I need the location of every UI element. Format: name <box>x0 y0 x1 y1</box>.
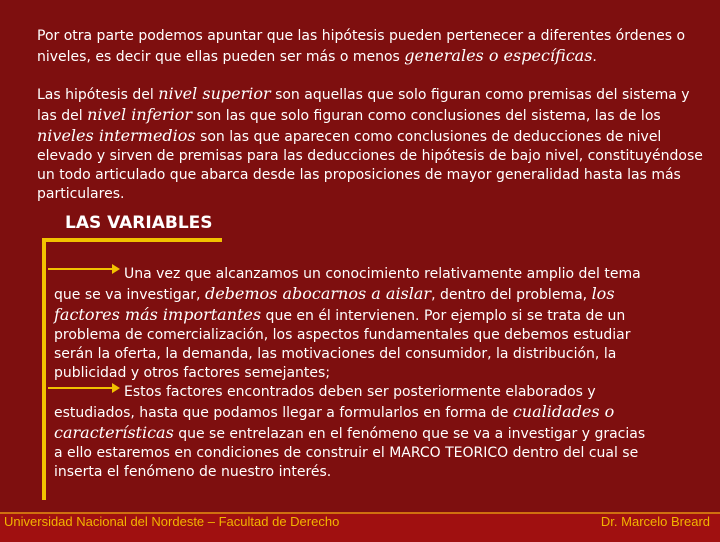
text: Por otra parte podemos apuntar que las hipótesis pueden pertenecer a diferentes órdenes o niveles, es decir que ellas pueden ser más o menos <box>37 28 686 65</box>
text: son las que solo figuran como conclusiones del sistema, las de los <box>192 108 661 124</box>
text: que en él intervienen. Por ejemplo si se trata de un problema de comercialización, los aspectos fundamentales que debemos estudiar serán la oferta, la demanda, las motivaciones del consumidor, la distribución, la publicidad y otros factores semejantes; <box>54 308 631 381</box>
footer-author: Dr. Marcelo Breard <box>600 514 710 529</box>
paragraph-hypothesis-hierarchy <box>37 84 707 204</box>
text: que se entrelazan en el fenómeno que se va a investigar y gracias a ello estaremos en condiciones de construir el MARCO TEORICO dentro del cual se inserta el fenómeno de nuestro interés. <box>54 426 646 480</box>
emphasis-text: nivel superior <box>158 84 271 103</box>
text: Estos factores encontrados deben ser posteriormente elaborados y estudiados, hasta que podamos llegar a formularlos en forma de <box>54 384 596 421</box>
text: . <box>592 49 597 65</box>
paragraph-variables <box>54 265 654 482</box>
text: Una vez que alcanzamos un conocimiento relativamente amplio del tema que se va investigar, <box>54 266 641 303</box>
emphasis-text: niveles intermedios <box>37 126 196 145</box>
emphasis-text: generales o específicas <box>404 46 593 65</box>
text: son las que aparecen como conclusiones de deducciones de nivel elevado y sirven de premisas para las deducciones de hipótesis de bajo nivel, constituyéndose un todo articulado que abarca desde las proposiciones de mayor generalidad hasta las más particulares. <box>37 129 703 202</box>
bracket-divider-top <box>42 238 222 242</box>
bracket-divider-left <box>42 238 46 500</box>
paragraph-hypothesis-levels <box>37 27 702 67</box>
emphasis-text: cualidades o características <box>54 402 615 442</box>
text: son aquellas que solo figuran como premisas del sistema y las del <box>37 87 690 124</box>
text: , dentro del problema, <box>431 287 592 303</box>
section-heading: LAS VARIABLES <box>65 213 213 233</box>
footer-institution: Universidad Nacional del Nordeste – Facultad de Derecho <box>4 514 340 529</box>
emphasis-text: debemos abocarnos a aislar <box>204 284 432 303</box>
text: Las hipótesis del <box>37 87 159 103</box>
emphasis-text: nivel inferior <box>87 105 193 124</box>
emphasis-text: los factores más importantes <box>54 284 615 324</box>
